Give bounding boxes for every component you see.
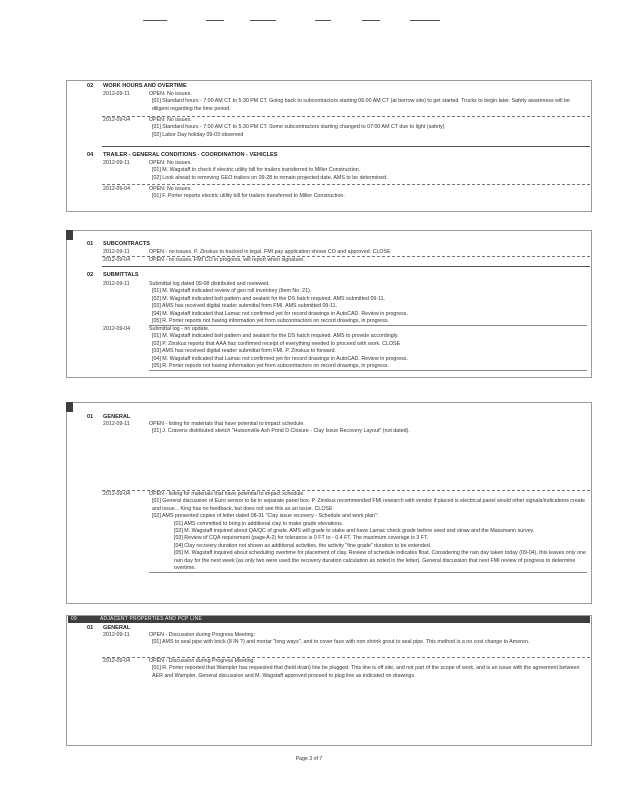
entry-item: [01] AMS to seal pipe with brick (8 IN ?) and mortar "long ways", and to cover face with non shrink grout to seal pipe. This method is a no cost change to Ameren.: [152, 639, 530, 646]
entry-subitem: [04] Clay recovery duration not shown as additional activities, the activity "fine grade" duration to be extended.: [174, 542, 432, 549]
section-divider: [102, 266, 590, 267]
entry-subitem: [02] M. Wagstaff inquired about QA/QC of grade. AMS will grade to stake and have Lamac check grade before seed and straw and the Massmann survey.: [174, 528, 535, 535]
section-heading: [87, 241, 150, 247]
entry-subitem: [05] M. Wagstaff inquired about scheduling overtime for placement of clay. Review of schedule indicates float. Considering the rain day taken today (09-04), this leaves only one rain day for the next week (as only two were used the recovery duration calculation as noted in the letter). General discussion that next FMI review of progress to determine overtime.: [149, 550, 587, 573]
category-title: ADJACENT PROPERTIES AND PCP LINE: [100, 616, 202, 622]
entry-date: 2012-09-04: [103, 658, 131, 664]
entry-item: [01] M. Wagstaff indicated review of geo roll inventory (Item No. 21).: [152, 288, 312, 295]
entry-item: [01] General discussion of Euro sensor to be in separate panel box. P. Zinskus recommended FMI research with vendor if placed is electrical panel would other signals/indications create and issue... King has no feedback, but does not see this as an issue. CLOSE: [152, 498, 586, 512]
section-heading: [87, 272, 139, 278]
entry-item: [01] R. Porter reported that Wampler has requested that (field drain) line be plugged. This line is off site, and not part of the scope of work, and is an issue with the agreement between AER and Wampler. General discussion and M. Wagstaff approved proceed to plug line as indicated on drawings.: [152, 665, 580, 679]
entry-status: Submittal log - no update.: [149, 326, 210, 332]
entry-item: [01] F. Porter reports electric utility bill for trailers transferred to Miller Construction.: [152, 193, 345, 200]
section-heading: [87, 83, 187, 89]
header-dash: [362, 20, 380, 21]
entry-status: OPEN - no issues. FMI CO in progress, will report when signature.: [149, 257, 305, 263]
entry-status: OPEN - listing for materials that have potential to impact schedule.: [149, 421, 305, 427]
entry-item: [01] M. Wagstaff to check if electric utility bill for trailers transferred to Miller Construction.: [152, 167, 361, 174]
section-tab-marker: [66, 230, 73, 240]
section-heading: [87, 625, 130, 631]
entry-item: [05] R. Porter reports not having information yet from subcontractors on record drawings, in progress.: [149, 363, 587, 371]
entry-item: [03] AMS has received digital reader submittal form FMI. AMS submitted 09-11.: [152, 303, 338, 310]
header-dash: [143, 20, 167, 21]
entry-status: OPEN - Discussion during Progress Meeting:: [149, 632, 255, 638]
entry-item: [05] R. Porter reports not having information yet from subcontractors on record drawings, in progress.: [149, 318, 587, 326]
entry-item: [04] M. Wagstaff indicated that Lamac not confirmed yet for record drawings in AutoCAD. Review in progress.: [152, 310, 408, 317]
entry-date: 2012-09-11: [103, 91, 130, 97]
section-title: GENERAL: [103, 625, 131, 631]
section-number: 01: [87, 625, 94, 631]
entry-date: 2012-09-04: [103, 117, 131, 123]
category-number: 09: [71, 616, 77, 622]
entry-subitem: [01] AMS committed to bring in additional clay to make grade elevations.: [174, 520, 344, 527]
section-title: GENERAL: [103, 414, 131, 420]
page-number: Page 3 of 7: [295, 756, 323, 762]
entry-date: 2012-09-04: [103, 491, 131, 497]
entry-item: [02] M. Wagstaff indicated bolt pattern and sealant for the DS hatch required. AMS submitted 09-11.: [152, 295, 386, 302]
entry-status: OPEN: No issues.: [149, 117, 192, 123]
entry-date: 2012-09-11: [103, 421, 130, 427]
category-bar: [68, 616, 590, 623]
entry-status: Submittal log dated 09-08 distributed and reviewed.: [149, 281, 270, 287]
section-heading: [87, 152, 277, 158]
section-number: 01: [87, 241, 94, 247]
entry-status: OPEN - listing for materials that have potential to impact schedule.: [149, 491, 305, 497]
section-title: SUBMITTALS: [103, 272, 139, 278]
section-number: 02: [87, 83, 94, 89]
entry-item: [01] M. Wagstaff indicated bolt pattern and sealant for the DS hatch required. AMS to provide accordingly.: [152, 333, 399, 340]
header-dash: [315, 20, 331, 21]
entry-item: [02] Look ahead to removing GEO trailers on 09-28 to remain projected date. AMS to be determined.: [152, 174, 388, 181]
entry-date: 2012-09-04: [103, 326, 131, 332]
entry-item: [02] Labor Day holiday 09-03 observed: [152, 131, 244, 138]
entry-item: [01] J. Cravens distributed sketch "Hutsonville Ash Pond D Closure - Clay Issue Recovery Layout" (not dated).: [152, 428, 410, 435]
section-number: 02: [87, 272, 94, 278]
header-dash: [410, 20, 440, 21]
section-number: 04: [87, 152, 94, 158]
section-divider: [102, 146, 590, 147]
page-header-rule: [0, 20, 618, 26]
entry-date: 2012-09-11: [103, 160, 130, 166]
header-dash: [206, 20, 224, 21]
section-tab-marker: [66, 402, 73, 412]
entry-item: [01] Standard hours - 7:00 AM CT to 5:30 PM CT. Some subcontractors starting changed to 07:00 AM CT due to light (safety): [152, 124, 445, 131]
section-number: 01: [87, 414, 94, 420]
section-title: SUBCONTRACTS: [103, 241, 150, 247]
entry-date: 2012-09-11: [103, 281, 130, 287]
header-dash: [250, 20, 276, 21]
entry-item: [03] AMS has received digital reader submittal form FMI. P. Zinskus to forward.: [152, 348, 336, 355]
row-divider: [102, 184, 590, 185]
entry-date: 2012-09-11: [103, 249, 130, 255]
entry-item: [02] P. Zinskus reports that AAA has confirmed receipt of everything needed to proceed with work. CLOSE: [152, 340, 401, 347]
entry-date: 2012-09-04: [103, 186, 131, 192]
section-title: WORK HOURS AND OVERTIME: [103, 83, 187, 89]
entry-status: OPEN: No issues.: [149, 186, 192, 192]
entry-item: [01] Standard hours - 7:00 AM CT to 5:30 PM CT. Going back to subcontractors starting 06:00 AM CT (at borrow site) to get started. Trucks to begin later. Safety awareness will be diligent regarding the time period.: [152, 98, 570, 112]
entry-subitem: [03] Review of CQA requirement (page A-2) for tolerance is 0 FT to - 0.4 FT. The maximum coverage is 3 FT.: [174, 535, 429, 542]
entry-status: OPEN: No issues.: [149, 91, 192, 97]
entry-item: [02] AMS presented copies of letter dated 08-31 "Clay issue recovery - Schedule and work plan":: [152, 513, 379, 520]
entry-status: OPEN - no issues. P. Zinskus to tracked in legal. FMI pay application shows CO and approved. CLOSE: [149, 249, 391, 255]
entry-item: [04] M. Wagstaff indicated that Lamac not confirmed yet for record drawings in AutoCAD. Review in progress.: [152, 355, 408, 362]
entry-status: OPEN - Discussion during Progress Meeting:: [149, 658, 255, 664]
section-heading: [87, 414, 130, 420]
entry-status: OPEN: No issues.: [149, 160, 192, 166]
section-title: TRAILER - GENERAL CONDITIONS - COORDINATION - VEHICLES: [103, 152, 278, 158]
entry-date: 2012-09-11: [103, 632, 130, 638]
entry-date: 2012-09-04: [103, 257, 131, 263]
